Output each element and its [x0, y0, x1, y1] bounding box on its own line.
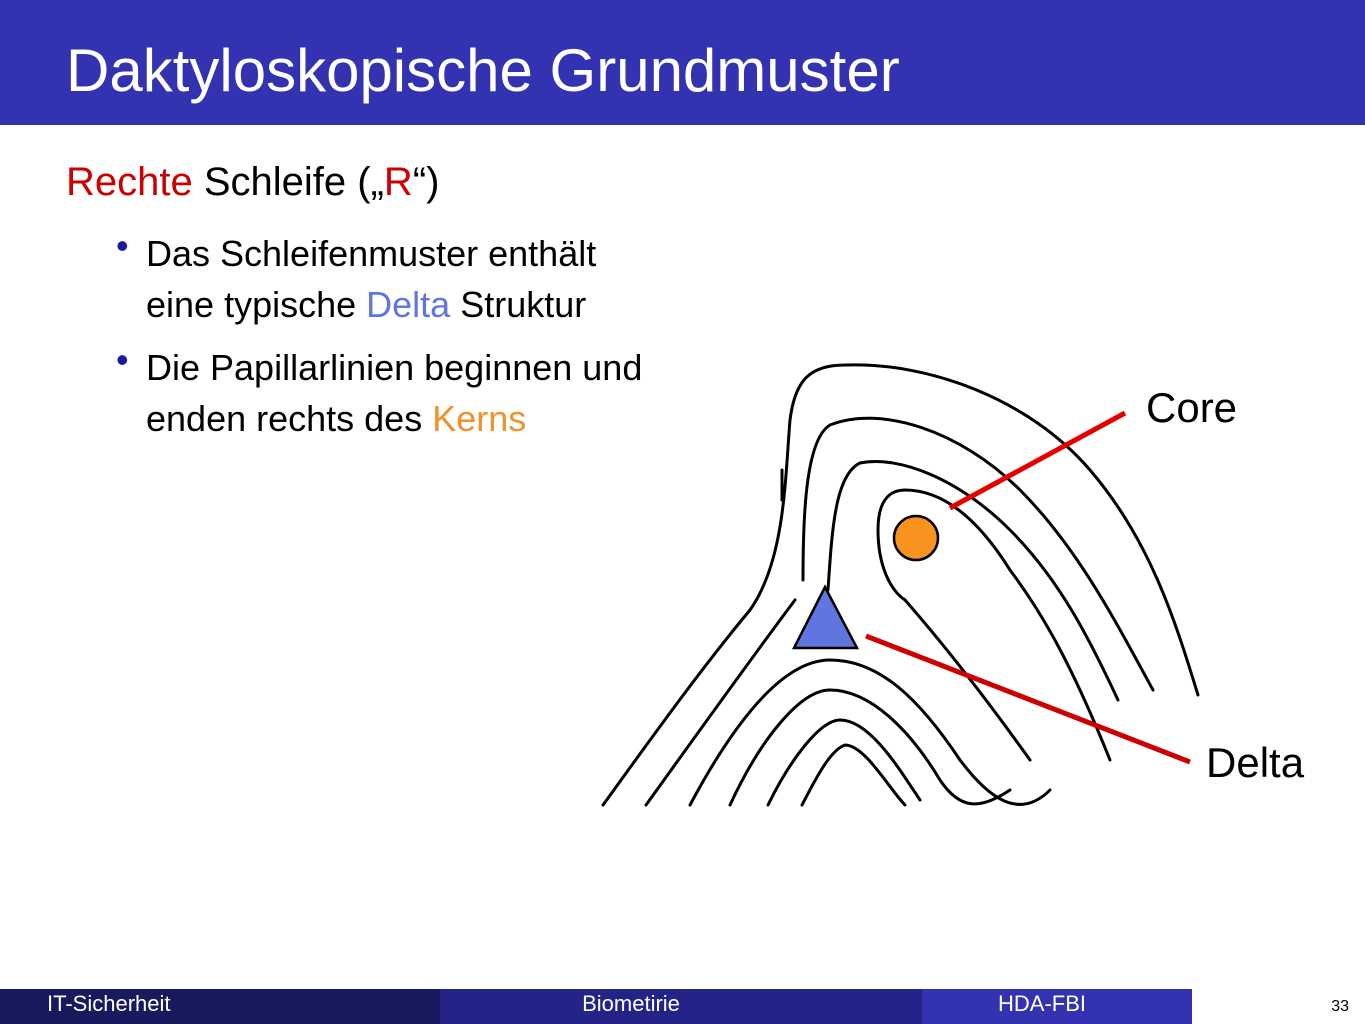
- bullet-text: Die Papillarlinien beginnen und enden rechts des: [146, 347, 643, 439]
- heading-close: “): [412, 160, 440, 204]
- footer-right: [922, 989, 1365, 1024]
- bullet-text: Das Schleifenmuster enthält eine typische: [146, 233, 597, 325]
- bullet-text-end: Struktur: [450, 284, 587, 325]
- footer: [0, 989, 1365, 1024]
- bullet-dot-icon: •: [116, 225, 129, 266]
- heading-rechte: Rechte: [66, 160, 193, 204]
- ridge-arch-3: [768, 720, 920, 805]
- core-circle-icon: [894, 516, 938, 560]
- footer-course: IT-Sicherheit: [0, 989, 440, 1024]
- ridge-right-delta: [905, 600, 1030, 760]
- bullet-highlight-kerns: Kerns: [432, 398, 527, 439]
- heading-schleife: Schleife („: [192, 160, 384, 204]
- bullet-dot-icon: •: [116, 339, 129, 380]
- slide-title: Daktyloskopische Grundmuster: [66, 37, 900, 104]
- bullet-highlight-delta: Delta: [366, 284, 451, 325]
- footer-institution: HDA-FBI: [922, 989, 1192, 1024]
- footer-topic: Biometirie: [440, 989, 922, 1024]
- page-number: 33: [1331, 998, 1349, 1015]
- ridge-arch-2: [730, 690, 1010, 805]
- delta-label: Delta: [1206, 739, 1305, 786]
- core-label: Core: [1146, 384, 1238, 431]
- heading-r: R: [383, 160, 413, 204]
- ridge-left-1: [646, 600, 795, 805]
- core-pointer-line: [950, 413, 1125, 508]
- delta-triangle-icon: [794, 587, 857, 648]
